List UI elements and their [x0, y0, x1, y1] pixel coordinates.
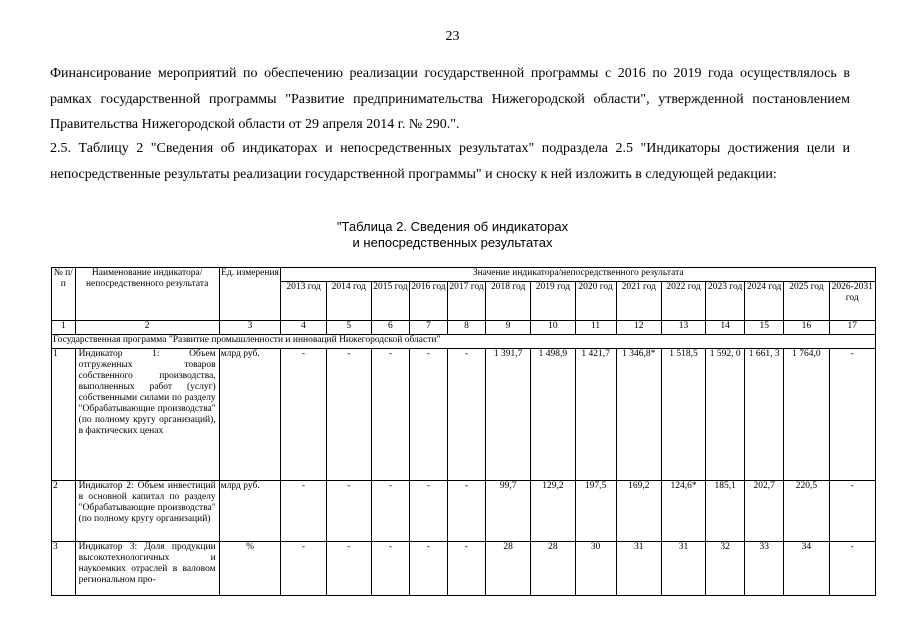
- indicator-value: -: [829, 542, 875, 596]
- table-caption: [0, 219, 905, 251]
- column-number: 11: [575, 321, 616, 335]
- header-year: 2019 год: [531, 282, 575, 321]
- header-num: № п/п: [52, 268, 76, 321]
- table-header-row: [52, 268, 876, 282]
- indicator-value: 1 592, 0: [706, 349, 745, 481]
- header-year: 2023 год: [706, 282, 745, 321]
- column-number: 2: [75, 321, 219, 335]
- indicator-value: 33: [745, 542, 784, 596]
- column-number: 6: [371, 321, 409, 335]
- indicator-value: 28: [486, 542, 531, 596]
- indicator-value: -: [326, 349, 371, 481]
- indicator-value: -: [326, 542, 371, 596]
- column-number: 1: [52, 321, 76, 335]
- header-year: 2021 год: [616, 282, 661, 321]
- indicator-value: -: [829, 481, 875, 542]
- indicator-value: 129,2: [531, 481, 575, 542]
- column-number: 16: [784, 321, 829, 335]
- indicator-value: 169,2: [616, 481, 661, 542]
- indicator-value: 1 518,5: [661, 349, 705, 481]
- paragraph-financing: Финансирование мероприятий по обеспечению реализации государственной программы с 2016 по 2019 года осуществлялось в рамках государственной программы "Развитие предпринимательства Нижегородской области", утвержденной постановлением Правительства Нижегородской области от 29 апреля 2014 г. № 290.".: [50, 66, 850, 132]
- indicator-value: -: [409, 542, 447, 596]
- indicator-value: 1 764,0: [784, 349, 829, 481]
- indicator-value: -: [409, 481, 447, 542]
- indicator-value: -: [281, 349, 326, 481]
- indicator-name: Индикатор 2: Объем инвестиций в основной капитал по разделу "Обрабатывающие производства" (по полному кругу организаций): [75, 481, 219, 542]
- header-year: 2013 год: [281, 282, 326, 321]
- indicator-value: -: [409, 349, 447, 481]
- indicator-unit: млрд руб.: [219, 349, 281, 481]
- table-row: [52, 542, 876, 596]
- table-row: [52, 349, 876, 481]
- indicator-value: 185,1: [706, 481, 745, 542]
- column-number: 3: [219, 321, 281, 335]
- row-num: 3: [52, 542, 76, 596]
- indicator-value: -: [447, 481, 485, 542]
- header-year: 2025 год: [784, 282, 829, 321]
- header-year: 2014 год: [326, 282, 371, 321]
- indicator-value: -: [281, 481, 326, 542]
- row-num: 1: [52, 349, 76, 481]
- indicators-table: [51, 267, 876, 596]
- program-title: Государственная программа "Развитие промышленности и инноваций Нижегородской области": [52, 335, 876, 349]
- caption-line-2: и непосредственных результатах: [352, 235, 553, 250]
- indicator-value: -: [371, 542, 409, 596]
- indicator-value: 31: [661, 542, 705, 596]
- header-year: 2018 год: [486, 282, 531, 321]
- indicator-value: 124,6*: [661, 481, 705, 542]
- indicator-name: Индикатор 3: Доля продукции высокотехнологичных и наукоемких отраслей в валовом региональном про-: [75, 542, 219, 596]
- indicator-value: -: [447, 542, 485, 596]
- header-year: 2026-2031 год: [829, 282, 875, 321]
- indicator-value: 31: [616, 542, 661, 596]
- column-number: 5: [326, 321, 371, 335]
- indicator-value: 30: [575, 542, 616, 596]
- indicator-value: 202,7: [745, 481, 784, 542]
- header-name: Наименование индикатора/непосредственного результата: [75, 268, 219, 321]
- indicator-value: 220,5: [784, 481, 829, 542]
- column-number: 4: [281, 321, 326, 335]
- column-number: 10: [531, 321, 575, 335]
- header-year: 2017 год: [447, 282, 485, 321]
- indicator-value: -: [281, 542, 326, 596]
- table-row: [52, 481, 876, 542]
- indicator-value: 99,7: [486, 481, 531, 542]
- header-year: 2020 год: [575, 282, 616, 321]
- indicator-name: Индикатор 1: Объем отгруженных товаров собственного производства, выполненных работ (услуг) собственными силами по разделу "Обрабатывающие производства" (по полному кругу организаций), в фактических ценах: [75, 349, 219, 481]
- indicator-value: 34: [784, 542, 829, 596]
- caption-line-1: "Таблица 2. Сведения об индикаторах: [336, 219, 569, 234]
- indicator-value: 1 346,8*: [616, 349, 661, 481]
- column-number: 13: [661, 321, 705, 335]
- paragraph-amendment: 2.5. Таблицу 2 "Сведения об индикаторах и непосредственных результатах" подраздела 2.5 "Индикаторы достижения цели и непосредственные результаты реализации государственной программы" и сноску к ней изложить в следующей редакции:: [50, 141, 850, 182]
- indicator-value: -: [447, 349, 485, 481]
- column-number: 17: [829, 321, 875, 335]
- indicator-value: 32: [706, 542, 745, 596]
- header-year: 2015 год: [371, 282, 409, 321]
- column-number: 15: [745, 321, 784, 335]
- indicator-value: -: [371, 481, 409, 542]
- indicator-value: 1 661, 3: [745, 349, 784, 481]
- header-year: 2024 год: [745, 282, 784, 321]
- column-number: 14: [706, 321, 745, 335]
- column-number: 9: [486, 321, 531, 335]
- indicator-value: 28: [531, 542, 575, 596]
- page-number: 23: [445, 29, 460, 44]
- indicator-value: -: [326, 481, 371, 542]
- indicator-value: 1 498,9: [531, 349, 575, 481]
- indicator-value: -: [371, 349, 409, 481]
- indicator-value: 1 391,7: [486, 349, 531, 481]
- program-row: [52, 335, 876, 349]
- header-values-group: Значение индикатора/непосредственного результата: [281, 268, 876, 282]
- indicator-value: 197,5: [575, 481, 616, 542]
- indicator-unit: %: [219, 542, 281, 596]
- column-number-row: [52, 321, 876, 335]
- column-number: 7: [409, 321, 447, 335]
- indicator-unit: млрд руб.: [219, 481, 281, 542]
- indicator-value: -: [829, 349, 875, 481]
- column-number: 12: [616, 321, 661, 335]
- row-num: 2: [52, 481, 76, 542]
- indicator-value: 1 421,7: [575, 349, 616, 481]
- header-unit: Ед. измерения: [219, 268, 281, 321]
- header-year: 2016 год: [409, 282, 447, 321]
- column-number: 8: [447, 321, 485, 335]
- header-year: 2022 год: [661, 282, 705, 321]
